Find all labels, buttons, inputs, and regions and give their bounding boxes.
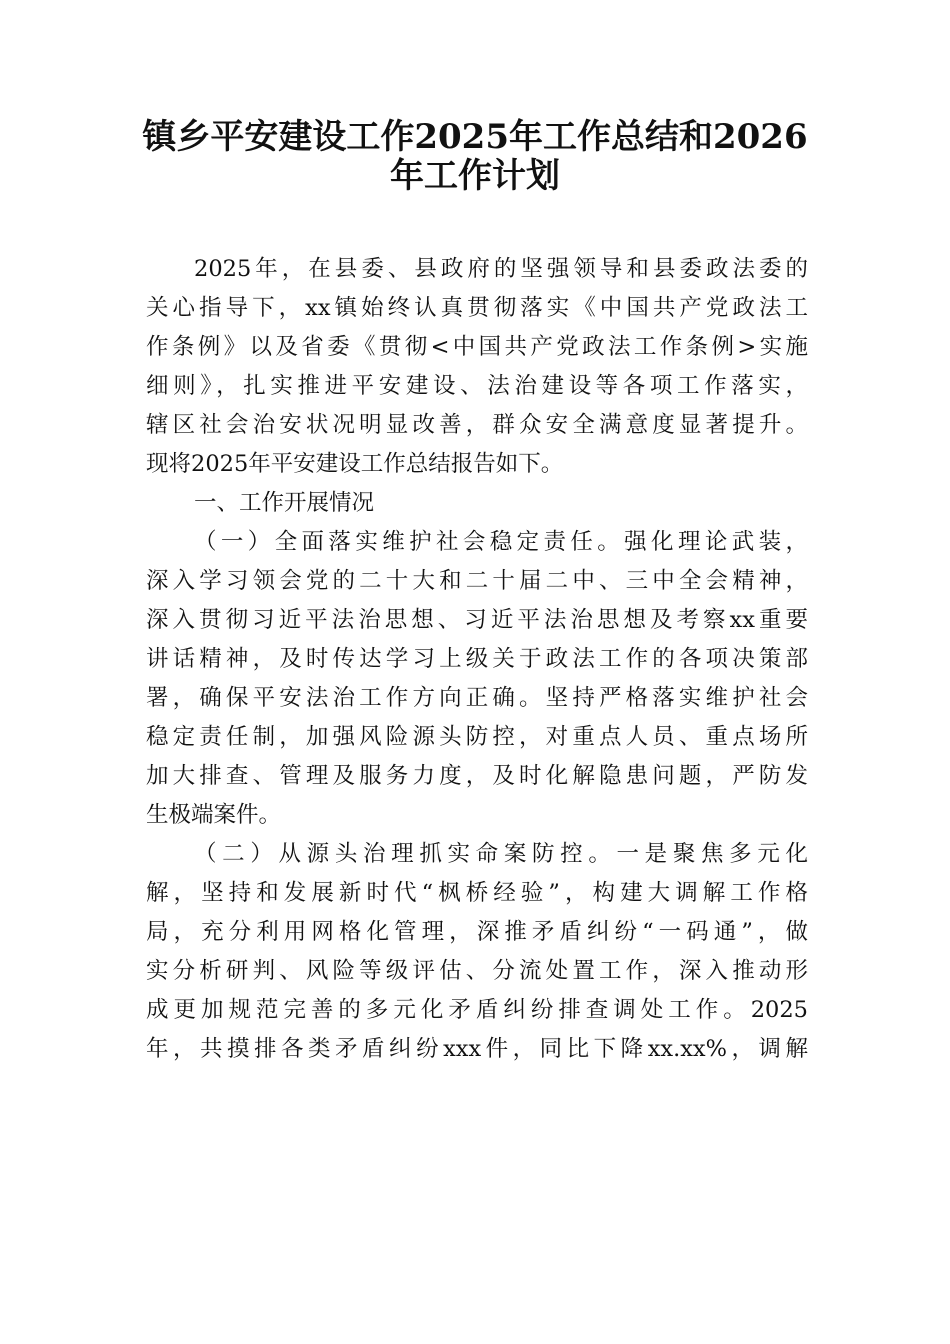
document-title (140, 112, 810, 196)
paragraph-line: 细则》，扎实推进平安建设、法治建设等各项工作落实， (146, 373, 808, 399)
title-line-2: 年工作计划 (390, 156, 560, 196)
paragraph-line: 辖区社会治安状况明显改善，群众安全满意度显著提升。 (146, 412, 808, 438)
paragraph-line: 2025年，在县委、县政府的坚强领导和县委政法委的 (194, 256, 808, 282)
paragraph-line: （一）全面落实维护社会稳定责任。强化理论武装， (194, 529, 808, 555)
paragraph-line: 实分析研判、风险等级评估、分流处置工作，深入推动形 (146, 958, 808, 984)
paragraph-line: 稳定责任制，加强风险源头防控，对重点人员、重点场所 (146, 724, 808, 750)
document-body (146, 250, 808, 1069)
section-1-paragraph (146, 523, 808, 835)
paragraph-line: 深入学习领会党的二十大和二十届二中、三中全会精神， (146, 568, 808, 594)
paragraph-line: 作条例》以及省委《贯彻<中国共产党政法工作条例>实施 (146, 334, 808, 360)
paragraph-line: 解，坚持和发展新时代“枫桥经验”，构建大调解工作格 (146, 880, 808, 906)
title-line-1: 镇乡平安建设工作2025年工作总结和2026 (142, 117, 808, 157)
section-heading: 一、工作开展情况 (194, 490, 375, 516)
paragraph-line: 生极端案件。 (146, 802, 282, 828)
paragraph-line: 深入贯彻习近平法治思想、习近平法治思想及考察xx重要 (146, 607, 808, 633)
intro-paragraph (146, 250, 808, 484)
section-2-paragraph (146, 835, 808, 1069)
paragraph-line: 局，充分利用网格化管理，深推矛盾纠纷“一码通”，做 (146, 919, 808, 945)
paragraph-line: 现将2025年平安建设工作总结报告如下。 (146, 451, 564, 477)
paragraph-line: 年，共摸排各类矛盾纠纷xxx件，同比下降xx.xx%，调解 (146, 1036, 808, 1062)
paragraph-line: 署，确保平安法治工作方向正确。坚持严格落实维护社会 (146, 685, 808, 711)
paragraph-line: 成更加规范完善的多元化矛盾纠纷排查调处工作。2025 (146, 997, 808, 1023)
paragraph-line: 讲话精神，及时传达学习上级关于政法工作的各项决策部 (146, 646, 808, 672)
paragraph-line: （二）从源头治理抓实命案防控。一是聚焦多元化 (194, 841, 808, 867)
paragraph-line: 加大排查、管理及服务力度，及时化解隐患问题，严防发 (146, 763, 808, 789)
paragraph-line: 关心指导下，xx镇始终认真贯彻落实《中国共产党政法工 (146, 295, 808, 321)
